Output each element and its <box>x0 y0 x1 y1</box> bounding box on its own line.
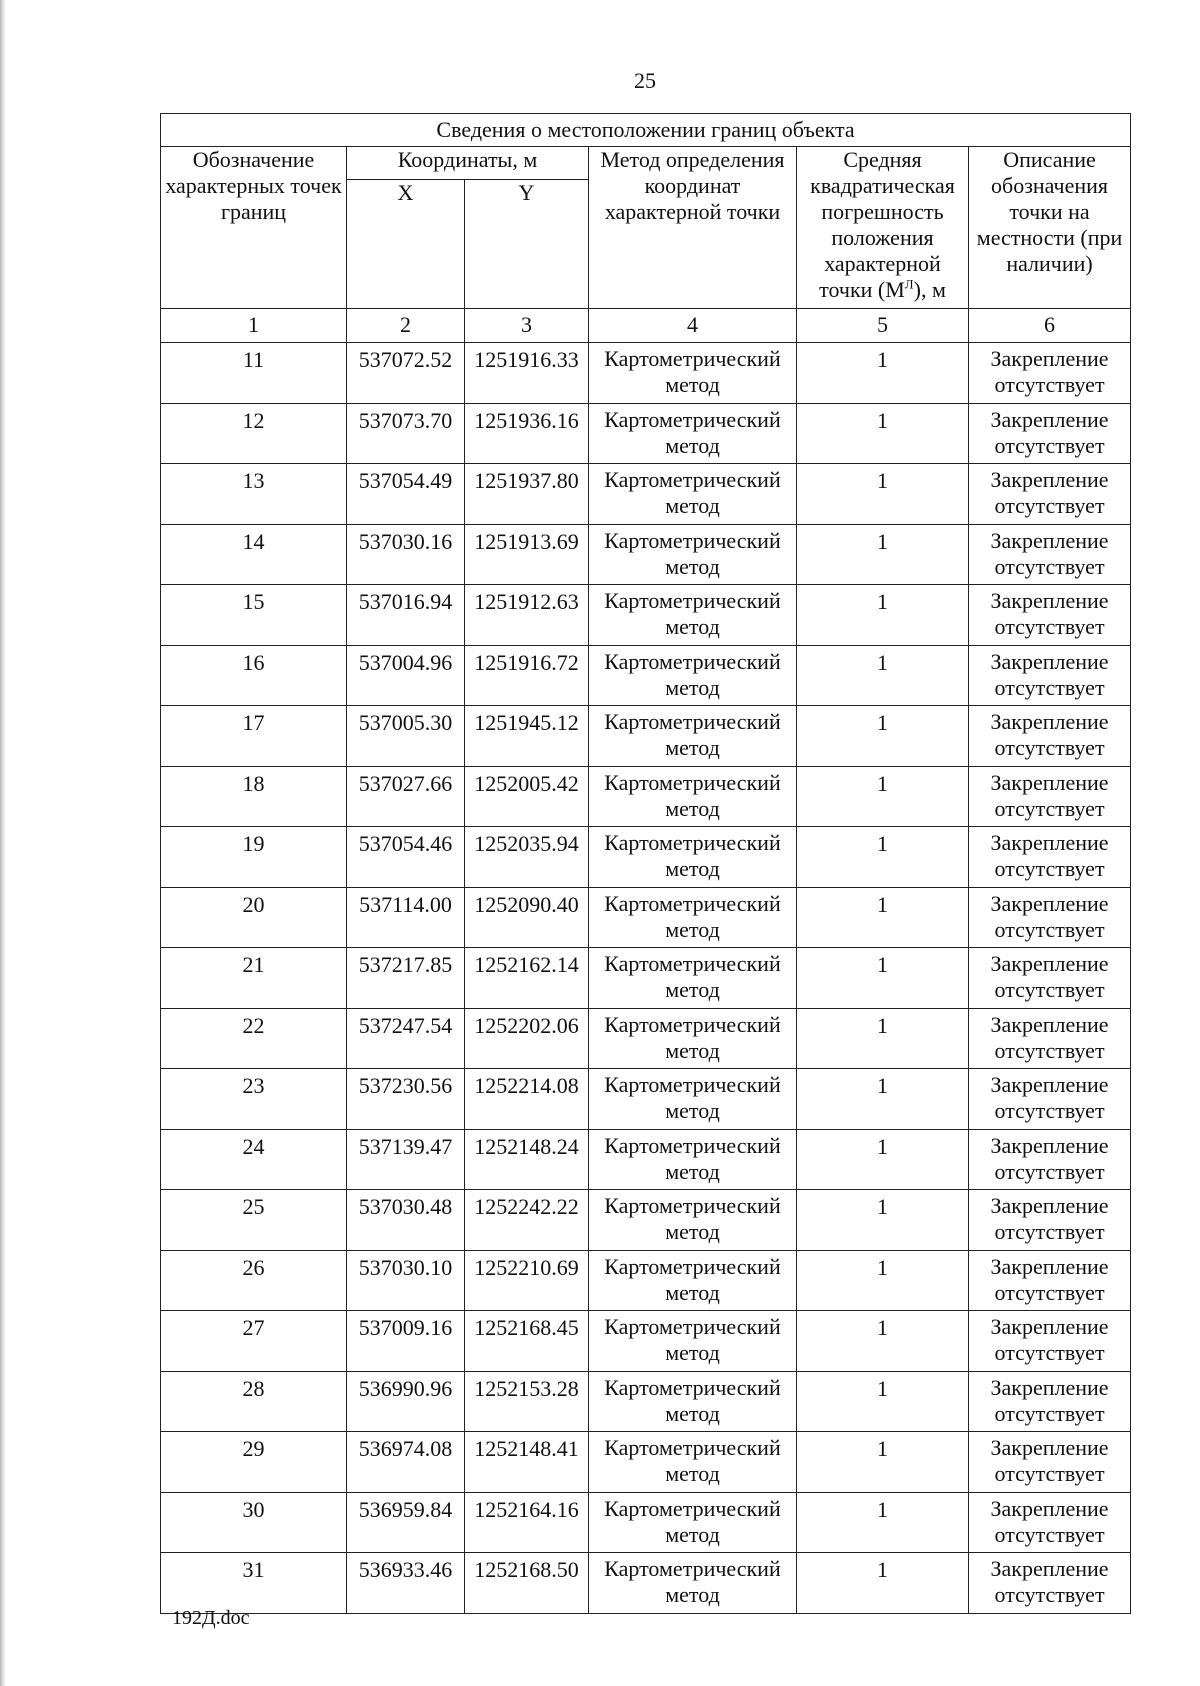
y-coordinate-cell: 1251913.69 <box>465 524 589 585</box>
x-coordinate-cell: 537217.85 <box>347 948 465 1009</box>
table-body <box>161 343 1131 1614</box>
column-number: 6 <box>969 309 1131 343</box>
table-row <box>161 1432 1131 1493</box>
description-cell: Закрепление отсутствует <box>969 706 1131 767</box>
point-cell: 15 <box>161 585 347 646</box>
point-cell: 14 <box>161 524 347 585</box>
method-cell: Картометрический метод <box>589 827 797 888</box>
y-coordinate-cell: 1252005.42 <box>465 766 589 827</box>
table-row <box>161 645 1131 706</box>
point-cell: 30 <box>161 1492 347 1553</box>
error-cell: 1 <box>797 1129 969 1190</box>
method-cell: Картометрический метод <box>589 1069 797 1130</box>
method-cell: Картометрический метод <box>589 1190 797 1251</box>
table-row <box>161 524 1131 585</box>
y-coordinate-cell: 1252242.22 <box>465 1190 589 1251</box>
method-cell: Картометрический метод <box>589 403 797 464</box>
point-cell: 12 <box>161 403 347 464</box>
x-coordinate-cell: 536959.84 <box>347 1492 465 1553</box>
method-cell: Картометрический метод <box>589 948 797 1009</box>
header-y: Y <box>465 180 589 309</box>
header-method: Метод определения координат характерной точки <box>589 147 797 309</box>
method-cell: Картометрический метод <box>589 585 797 646</box>
method-cell: Картометрический метод <box>589 766 797 827</box>
y-coordinate-cell: 1252214.08 <box>465 1069 589 1130</box>
table-row <box>161 403 1131 464</box>
method-cell: Картометрический метод <box>589 524 797 585</box>
description-cell: Закрепление отсутствует <box>969 343 1131 404</box>
table-row <box>161 766 1131 827</box>
table-row <box>161 1069 1131 1130</box>
table-row <box>161 1250 1131 1311</box>
description-cell: Закрепление отсутствует <box>969 766 1131 827</box>
description-cell: Закрепление отсутствует <box>969 464 1131 525</box>
header-point: Обозначение характерных точек границ <box>161 147 347 309</box>
error-cell: 1 <box>797 1250 969 1311</box>
footer-file-name: 192Д.doc <box>172 1607 250 1629</box>
x-coordinate-cell: 537054.46 <box>347 827 465 888</box>
table-row <box>161 585 1131 646</box>
description-cell: Закрепление отсутствует <box>969 1008 1131 1069</box>
x-coordinate-cell: 537072.52 <box>347 343 465 404</box>
description-cell: Закрепление отсутствует <box>969 1492 1131 1553</box>
method-cell: Картометрический метод <box>589 645 797 706</box>
header-error-superscript: Л <box>904 276 914 292</box>
header-error-tail: ), м <box>913 277 946 302</box>
boundary-coordinates-table <box>160 113 1131 1614</box>
table-row <box>161 706 1131 767</box>
error-cell: 1 <box>797 948 969 1009</box>
point-cell: 13 <box>161 464 347 525</box>
x-coordinate-cell: 537114.00 <box>347 887 465 948</box>
error-cell: 1 <box>797 1371 969 1432</box>
error-cell: 1 <box>797 524 969 585</box>
header-error-main: Средняя квадратическая погрешность положения характерной точки (M <box>810 147 955 302</box>
error-cell: 1 <box>797 1069 969 1130</box>
table-row <box>161 343 1131 404</box>
x-coordinate-cell: 537073.70 <box>347 403 465 464</box>
table-row <box>161 1311 1131 1372</box>
description-cell: Закрепление отсутствует <box>969 1311 1131 1372</box>
table-row <box>161 827 1131 888</box>
method-cell: Картометрический метод <box>589 1129 797 1190</box>
column-number: 4 <box>589 309 797 343</box>
method-cell: Картометрический метод <box>589 464 797 525</box>
y-coordinate-cell: 1252168.50 <box>465 1553 589 1614</box>
column-number: 5 <box>797 309 969 343</box>
y-coordinate-cell: 1251916.72 <box>465 645 589 706</box>
method-cell: Картометрический метод <box>589 1250 797 1311</box>
error-cell: 1 <box>797 464 969 525</box>
point-cell: 24 <box>161 1129 347 1190</box>
method-cell: Картометрический метод <box>589 887 797 948</box>
point-cell: 16 <box>161 645 347 706</box>
method-cell: Картометрический метод <box>589 706 797 767</box>
table-row <box>161 1492 1131 1553</box>
description-cell: Закрепление отсутствует <box>969 1432 1131 1493</box>
description-cell: Закрепление отсутствует <box>969 827 1131 888</box>
table-row <box>161 464 1131 525</box>
description-cell: Закрепление отсутствует <box>969 1250 1131 1311</box>
method-cell: Картометрический метод <box>589 1553 797 1614</box>
point-cell: 26 <box>161 1250 347 1311</box>
x-coordinate-cell: 537030.10 <box>347 1250 465 1311</box>
x-coordinate-cell: 537139.47 <box>347 1129 465 1190</box>
point-cell: 23 <box>161 1069 347 1130</box>
point-cell: 11 <box>161 343 347 404</box>
description-cell: Закрепление отсутствует <box>969 948 1131 1009</box>
x-coordinate-cell: 537247.54 <box>347 1008 465 1069</box>
description-cell: Закрепление отсутствует <box>969 1190 1131 1251</box>
y-coordinate-cell: 1251912.63 <box>465 585 589 646</box>
error-cell: 1 <box>797 1008 969 1069</box>
error-cell: 1 <box>797 1432 969 1493</box>
error-cell: 1 <box>797 1553 969 1614</box>
point-cell: 18 <box>161 766 347 827</box>
error-cell: 1 <box>797 343 969 404</box>
column-number-row <box>161 309 1131 343</box>
description-cell: Закрепление отсутствует <box>969 1129 1131 1190</box>
header-error <box>797 147 969 309</box>
point-cell: 28 <box>161 1371 347 1432</box>
y-coordinate-cell: 1251937.80 <box>465 464 589 525</box>
error-cell: 1 <box>797 766 969 827</box>
y-coordinate-cell: 1252164.16 <box>465 1492 589 1553</box>
point-cell: 19 <box>161 827 347 888</box>
error-cell: 1 <box>797 1190 969 1251</box>
x-coordinate-cell: 537030.48 <box>347 1190 465 1251</box>
x-coordinate-cell: 537004.96 <box>347 645 465 706</box>
y-coordinate-cell: 1252153.28 <box>465 1371 589 1432</box>
y-coordinate-cell: 1252035.94 <box>465 827 589 888</box>
y-coordinate-cell: 1252162.14 <box>465 948 589 1009</box>
y-coordinate-cell: 1252210.69 <box>465 1250 589 1311</box>
y-coordinate-cell: 1251945.12 <box>465 706 589 767</box>
column-number: 1 <box>161 309 347 343</box>
y-coordinate-cell: 1252148.24 <box>465 1129 589 1190</box>
y-coordinate-cell: 1252148.41 <box>465 1432 589 1493</box>
description-cell: Закрепление отсутствует <box>969 1069 1131 1130</box>
y-coordinate-cell: 1252202.06 <box>465 1008 589 1069</box>
y-coordinate-cell: 1252090.40 <box>465 887 589 948</box>
table-row <box>161 1553 1131 1614</box>
point-cell: 29 <box>161 1432 347 1493</box>
method-cell: Картометрический метод <box>589 343 797 404</box>
x-coordinate-cell: 536990.96 <box>347 1371 465 1432</box>
y-coordinate-cell: 1252168.45 <box>465 1311 589 1372</box>
y-coordinate-cell: 1251936.16 <box>465 403 589 464</box>
x-coordinate-cell: 536974.08 <box>347 1432 465 1493</box>
point-cell: 31 <box>161 1553 347 1614</box>
error-cell: 1 <box>797 827 969 888</box>
x-coordinate-cell: 537009.16 <box>347 1311 465 1372</box>
method-cell: Картометрический метод <box>589 1432 797 1493</box>
table-row <box>161 948 1131 1009</box>
error-cell: 1 <box>797 1311 969 1372</box>
x-coordinate-cell: 537027.66 <box>347 766 465 827</box>
error-cell: 1 <box>797 706 969 767</box>
error-cell: 1 <box>797 585 969 646</box>
x-coordinate-cell: 537005.30 <box>347 706 465 767</box>
point-cell: 17 <box>161 706 347 767</box>
method-cell: Картометрический метод <box>589 1492 797 1553</box>
description-cell: Закрепление отсутствует <box>969 887 1131 948</box>
x-coordinate-cell: 537016.94 <box>347 585 465 646</box>
scan-edge <box>0 0 6 1686</box>
header-x: X <box>347 180 465 309</box>
table-title: Сведения о местоположении границ объекта <box>161 114 1131 147</box>
method-cell: Картометрический метод <box>589 1008 797 1069</box>
error-cell: 1 <box>797 403 969 464</box>
boundary-table-container <box>160 113 1130 1614</box>
y-coordinate-cell: 1251916.33 <box>465 343 589 404</box>
description-cell: Закрепление отсутствует <box>969 403 1131 464</box>
header-description: Описание обозначения точки на местности (при наличии) <box>969 147 1131 309</box>
x-coordinate-cell: 537230.56 <box>347 1069 465 1130</box>
description-cell: Закрепление отсутствует <box>969 1371 1131 1432</box>
column-number: 2 <box>347 309 465 343</box>
description-cell: Закрепление отсутствует <box>969 645 1131 706</box>
point-cell: 27 <box>161 1311 347 1372</box>
table-row <box>161 887 1131 948</box>
x-coordinate-cell: 537030.16 <box>347 524 465 585</box>
table-row <box>161 1371 1131 1432</box>
point-cell: 25 <box>161 1190 347 1251</box>
description-cell: Закрепление отсутствует <box>969 524 1131 585</box>
description-cell: Закрепление отсутствует <box>969 1553 1131 1614</box>
point-cell: 21 <box>161 948 347 1009</box>
point-cell: 20 <box>161 887 347 948</box>
method-cell: Картометрический метод <box>589 1311 797 1372</box>
table-row <box>161 1129 1131 1190</box>
error-cell: 1 <box>797 645 969 706</box>
method-cell: Картометрический метод <box>589 1371 797 1432</box>
header-coordinates: Координаты, м <box>347 147 589 180</box>
x-coordinate-cell: 536933.46 <box>347 1553 465 1614</box>
description-cell: Закрепление отсутствует <box>969 585 1131 646</box>
error-cell: 1 <box>797 887 969 948</box>
table-row <box>161 1190 1131 1251</box>
column-number: 3 <box>465 309 589 343</box>
x-coordinate-cell: 537054.49 <box>347 464 465 525</box>
table-row <box>161 1008 1131 1069</box>
page-number: 25 <box>634 68 656 93</box>
error-cell: 1 <box>797 1492 969 1553</box>
point-cell: 22 <box>161 1008 347 1069</box>
